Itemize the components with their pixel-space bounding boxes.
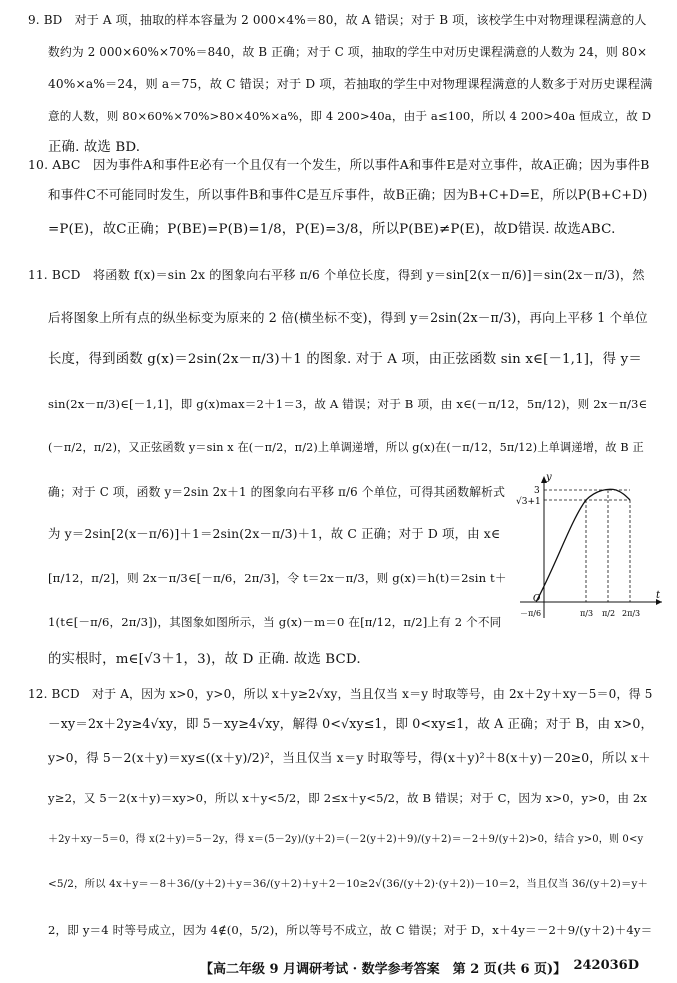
origin-label: O (533, 594, 541, 604)
y-axis-label: y (546, 472, 552, 483)
text-line: 意的人数，则 80×60%×70%>80×40%×a%，即 4 200>40a，由于 a≤100，所以 4 200>40a 恒成立，故 D (48, 109, 652, 123)
text-line: －xy＝2x＋2y≥4√xy，即 5－xy≥4√xy，解得 0<√xy≤1，即 0<xy≤1，故 A 正确；对于 B，由 x>0， (48, 716, 654, 731)
y-tick-mid: √3+1 (516, 497, 541, 507)
text-line: ＋2y＋xy－5＝0，得 x(2＋y)＝5－2y，得 x＝(5－2y)/(y＋2)＝(－2(y＋2)＋9)/(y＋2)＝－2＋9/(y＋2)>0，结合 y>0，则 0<y (48, 834, 644, 845)
text-line: 的实根时，m∈[√3＋1，3)，故 D 正确. 故选 BCD. (48, 652, 361, 667)
x-tick-2: π/2 (602, 609, 616, 618)
text-line: 为 y＝2sin[2(x－π/6)]＋1＝2sin(2x－π/3)＋1，故 C 正确；对于 D 项，由 x∈ (48, 526, 501, 541)
text-line: 9. BD 对于 A 项，抽取的样本容量为 2 000×4%＝80，故 A 错误；对于 B 项，该校学生中对物理课程满意的人 (28, 13, 647, 27)
x-tick-1: π/3 (580, 609, 594, 618)
text-line: =P(E)，故C正确；P(BE)=P(B)=1/8，P(E)=3/8，所以P(BE)≠P(E)，故D错误. 故选ABC. (48, 222, 616, 237)
text-line: (－π/2，π/2)，又正弦函数 y＝sin x 在(－π/2，π/2)上单调递增，所以 g(x)在(－π/12，5π/12)上单调递增，故 B 正 (48, 441, 644, 454)
text-line: 2，即 y＝4 时等号成立，因为 4∉(0，5/2)，所以等号不成立，故 C 错误；对于 D，x＋4y＝－2＋9/(y＋2)＋4y＝ (48, 923, 653, 937)
text-line: y>0，得 5－2(x＋y)＝xy≤((x＋y)/2)²，当且仅当 x＝y 时取等号，得(x＋y)²＋8(x＋y)－20≥0，所以 x＋ (48, 750, 651, 765)
footer-code: 242036D (573, 958, 639, 973)
text-line: sin(2x－π/3)∈[－1,1]，即 g(x)max＝2＋1＝3，故 A 错误；对于 B 项，由 x∈(－π/12，5π/12)，则 2x－π/3∈ (48, 397, 648, 411)
footer-title: 【高二年级 9 月调研考试 · 数学参考答案 第 2 页(共 6 页)】 (200, 962, 567, 977)
curve (536, 489, 630, 602)
text-line: 12. BCD 对于 A，因为 x>0，y>0，所以 x＋y≥2√xy，当且仅当 x＝y 时取等号，由 2x＋2y＋xy－5＝0，得 5 (28, 687, 653, 701)
text-line: 正确. 故选 BD. (48, 140, 141, 155)
text-line: 40%×a%＝24，则 a＝75，故 C 错误；对于 D 项，若抽取的学生中对物理课程满意的人数多于对历史课程满 (48, 77, 653, 91)
text-line: 10. ABC 因为事件A和事件E必有一个且仅有一个发生，所以事件A和事件E是对立事件，故A正确；因为事件B (28, 157, 650, 172)
page-footer (0, 958, 677, 978)
y-tick-top: 3 (534, 486, 540, 496)
t-axis-label: t (656, 590, 661, 601)
text-line: 确；对于 C 项，函数 y＝2sin 2x＋1 的图象向右平移 π/6 个单位，可得其函数解析式 (48, 485, 506, 499)
x-tick-left: －π/6 (520, 609, 542, 618)
text-line: <5/2，所以 4x＋y＝－8＋36/(y＋2)＋y＝36/(y＋2)＋y＋2－10≥2√(36/(y＋2)·(y＋2))－10＝2，当且仅当 36/(y＋2)＝y＋ (48, 878, 649, 890)
text-line: 长度，得到函数 g(x)＝2sin(2x－π/3)＋1 的图象. 对于 A 项，由正弦函数 sin x∈[－1,1]，得 y＝ (48, 352, 642, 367)
sine-graph-figure (516, 470, 666, 620)
text-line: 1(t∈[－π/6，2π/3])，其图象如图所示，当 g(x)－m＝0 在[π/12，π/2]上有 2 个不同 (48, 615, 502, 629)
text-line: y≥2，又 5－2(x＋y)＝xy>0，所以 x＋y<5/2，即 2≤x＋y<5/2，故 B 错误；对于 C，因为 x>0，y>0，由 2x (48, 791, 648, 805)
text-line: 数约为 2 000×60%×70%＝840，故 B 正确；对于 C 项，抽取的学生中对历史课程满意的人数为 24，则 80× (48, 45, 648, 59)
text-line: [π/12，π/2]，则 2x－π/3∈[－π/6，2π/3]，令 t＝2x－π/3，则 g(x)＝h(t)＝2sin t＋ (48, 571, 507, 585)
x-tick-3: 2π/3 (622, 609, 641, 618)
text-line: 后将图象上所有点的纵坐标变为原来的 2 倍(横坐标不变)，得到 y＝2sin(2x－π/3)，再向上平移 1 个单位 (48, 310, 648, 325)
text-line: 11. BCD 将函数 f(x)＝sin 2x 的图象向右平移 π/6 个单位长度，得到 y＝sin[2(x－π/6)]＝sin(2x－π/3)，然 (28, 268, 645, 282)
text-line: 和事件C不可能同时发生，所以事件B和事件C是互斥事件，故B正确；因为B+C+D=E，所以P(B+C+D) (48, 187, 648, 202)
